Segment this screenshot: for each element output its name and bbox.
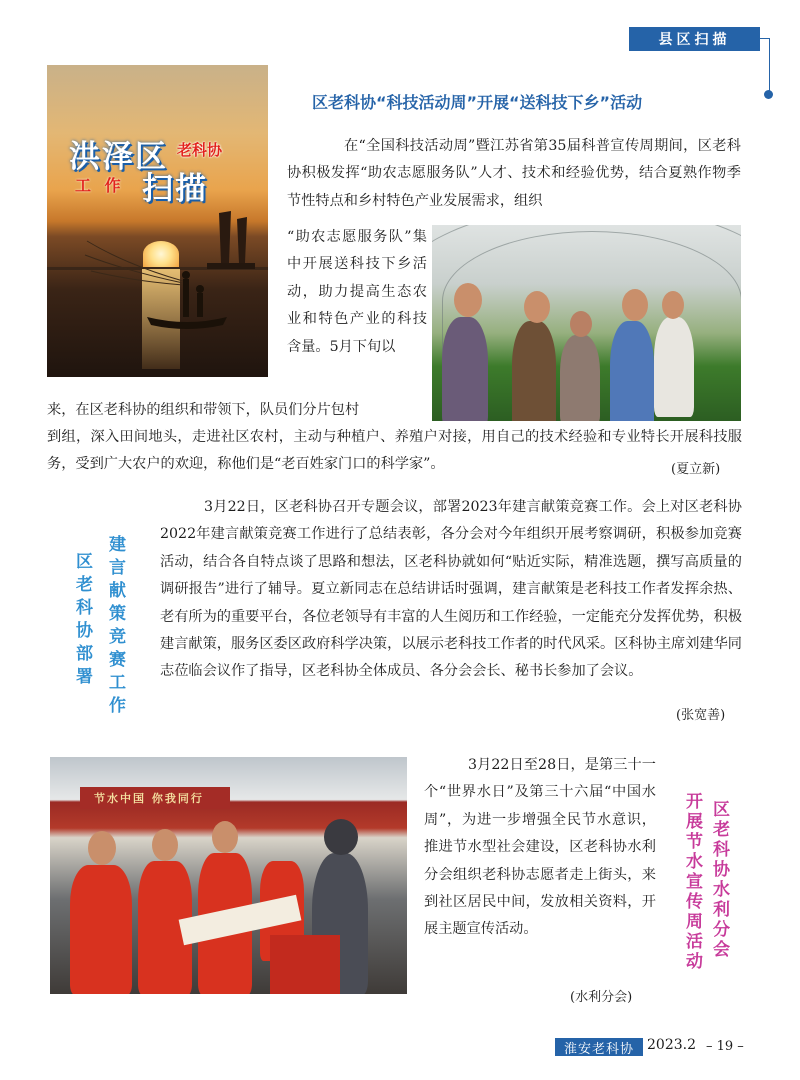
person-head [212,821,238,853]
tab-connector-vertical [769,38,770,94]
water-week-photo [50,757,407,994]
article3-title-col1: 区老科协水利分会 [709,800,729,960]
article1-headline: 区老科协“科技活动周”开展“送科技下乡”活动 [312,93,643,112]
section-tab: 县区扫描 [629,27,760,51]
photo-sign: 节水中国 你我同行 [80,787,230,809]
person-figure [442,317,488,421]
article1-author: (夏立新) [671,462,721,477]
person-figure [560,335,600,421]
cover-title-line2: 扫描 [142,171,208,207]
article1-narrow-column: “助农志愿服务队”集中开展送科技下乡活动，助力提高生态农业和特色产业的科技含量。5月下旬以 [287,229,427,355]
article2-author: (张宽善) [676,708,726,723]
cover-title-line1: 洪泽区 [69,139,168,175]
cover-title-line2-small: 工 作 [75,176,125,195]
article1-wide-line: 来，在区老科协的组织和带领下，队员们分片包村 [47,402,360,418]
fisherman-boat-silhouette [77,235,237,335]
person-figure [654,317,694,417]
article3-author: (水利分会) [570,990,633,1005]
article2-title-col1: 建言献策竞赛工作 [105,535,125,719]
footer-magazine-name: 淮安老科协 [555,1038,643,1056]
article1-full-paragraph: 到组，深入田间地头，走进社区农村，主动与种植户、养殖户对接，用自己的技术经验和专业特长开展科技服务，受到广大农户的欢迎，称他们是“老百姓家门口的科学家”。 [47,429,742,473]
article1-intro: 在“全国科技活动周”暨江苏省第35届科普宣传周期间，区老科协积极发挥“助农志愿服务队”人才、技术和经验优势，结合夏熟作物季节性特点和乡村特色产业发展需求，组织 [287,138,741,209]
person-head [88,831,116,865]
article2-body: 3月22日，区老科协召开专题会议，部署2023年建言献策竞赛工作。会上对区老科协2022年建言献策竞赛工作进行了总结表彰，各分会对今年组织开展考察调研，积极参加竞赛活动，结合各自特点谈了思路和想法，区老科协就如何“贴近实际，精准选题，撰写高质量的调研报告”进行了辅导。夏立新同志在总结讲话时强调，建言献策是老科技工作者发挥余热、老有所为的重要平台，各位老领导有丰富的人生阅历和工作经验，一定能充分发挥优势，积极建言献策，服务区委区政府科学决策，以展示老科技工作者的时代风采。区科协主席刘建华同志莅临会议作了指导，区老科协全体成员、各分会会长、秘书长参加了会议。 [160,499,742,680]
footer-issue: 2023.2 [647,1037,696,1053]
article2-title-col2: 区老科协部署 [72,552,92,690]
person-figure [610,321,654,421]
person-figure [512,321,556,421]
person-helmet [324,819,358,855]
article3-title-col2: 开展节水宣传周活动 [682,792,702,972]
footer-page-number: – 19 – [706,1039,744,1054]
person-head [622,289,648,321]
cover-title-line1-sub: 老科协 [177,141,223,159]
person-head [524,291,550,323]
red-banner [270,935,340,994]
person-head [454,283,482,317]
cover-sunset-image [47,65,268,377]
volunteer-figure [70,865,132,994]
article3-body: 3月22日至28日，是第三十一个“世界水日”及第三十六届“中国水周”，为进一步增强全民节水意识，推进节水型社会建设，区老科协水利分会组织老科协志愿者走上街头，来到社区居民中间，发放相关资料，开展主题宣传活动。 [424,757,656,938]
tab-dot [764,90,773,99]
person-head [152,829,178,861]
greenhouse-photo [432,225,741,421]
person-head [662,291,684,319]
person-head [570,311,592,337]
